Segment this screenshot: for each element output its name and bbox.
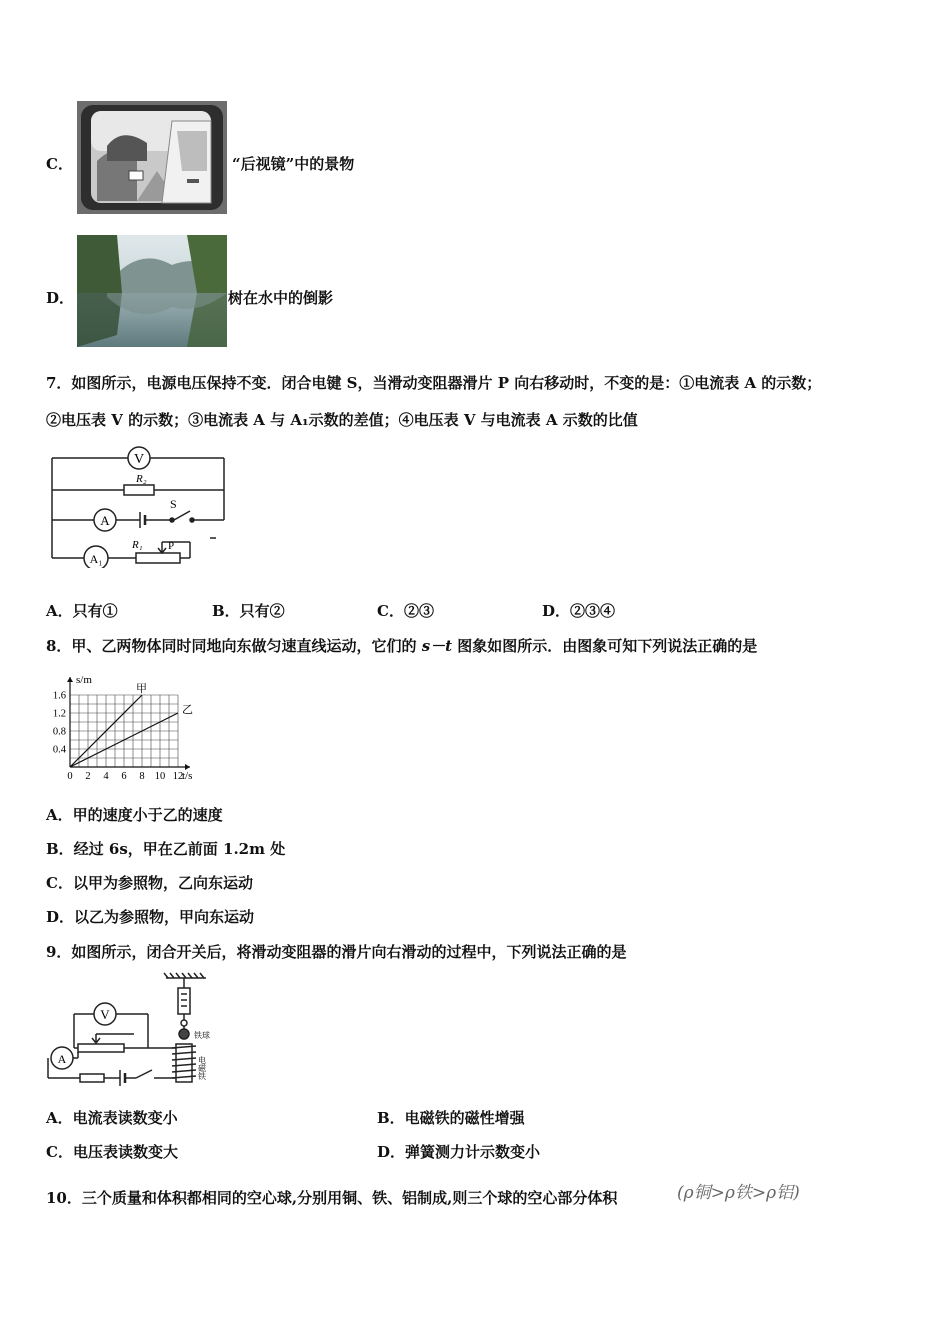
q7-stem-line2: ②电压表 V 的示数；③电流表 A 与 A₁示数的差值；④电压表 V 与电流表 A 示数的比值 bbox=[46, 411, 638, 429]
x-tick-label: 10 bbox=[154, 771, 166, 782]
y-tick-label: 0.4 bbox=[52, 744, 66, 756]
x-tick-label: 12 bbox=[172, 771, 184, 782]
q9-option-a: A．电流表读数变小 bbox=[46, 1109, 178, 1127]
option-d-text: 树在水中的倒影 bbox=[228, 289, 334, 307]
q7-ammeter-label: A bbox=[100, 513, 110, 528]
q7-option-a: A．只有① bbox=[46, 602, 118, 620]
q7-option-b: B．只有② bbox=[212, 602, 285, 620]
q10-stem: 10．三个质量和体积都相同的空心球,分别用铜、铁、铝制成,则三个球的空心部分体积 bbox=[46, 1189, 618, 1207]
q9-ammeter-label: A bbox=[57, 1052, 67, 1066]
q7-option-c: C．②③ bbox=[377, 602, 434, 620]
series-label-yi: 乙 bbox=[182, 704, 193, 716]
q8-option-c: C．以甲为参照物，乙向东运动 bbox=[46, 874, 253, 892]
q10-density-formula: (ρ铜>ρ铁>ρ铝) bbox=[677, 1183, 800, 1203]
y-axis-label: s/m bbox=[76, 674, 92, 686]
y-tick-label: 1.2 bbox=[52, 708, 66, 720]
x-tick-label: 8 bbox=[139, 771, 145, 782]
q7-option-d: D．②③④ bbox=[542, 602, 616, 620]
series-label-jia: 甲 bbox=[136, 683, 147, 695]
x-tick-label: 6 bbox=[121, 771, 127, 782]
q7-slider-label: P bbox=[168, 540, 175, 552]
q8-stem-pre: 8．甲、乙两物体同时同地向东做匀速直线运动，它们的 bbox=[46, 637, 417, 655]
q7-circuit-diagram bbox=[44, 438, 234, 568]
q7-ammeter1-label: A₁ bbox=[89, 552, 103, 566]
x-axis-label: t/s bbox=[182, 770, 193, 782]
q8-stem bbox=[46, 635, 757, 656]
q7-switch-label: S bbox=[170, 497, 177, 511]
q7-voltmeter-label: V bbox=[133, 452, 145, 467]
q8-stem-post: 图象如图所示．由图象可知下列说法正确的是 bbox=[457, 637, 758, 655]
option-c-letter: C． bbox=[46, 155, 73, 173]
q9-option-b: B．电磁铁的磁性增强 bbox=[377, 1109, 525, 1127]
q8-option-b: B．经过 6s，甲在乙前面 1.2m 处 bbox=[46, 840, 286, 858]
rearview-mirror-photo bbox=[77, 101, 227, 214]
q9-electromagnet-diagram bbox=[44, 970, 244, 1088]
q8-stem-var: s－t bbox=[421, 637, 453, 655]
q9-voltmeter-label: V bbox=[100, 1007, 110, 1022]
x-tick-label: 2 bbox=[85, 771, 91, 782]
q7-r2-label: R₂ bbox=[136, 473, 147, 485]
x-tick-label: 0 bbox=[67, 771, 73, 782]
q9-stem: 9．如图所示，闭合开关后，将滑动变阻器的滑片向右滑动的过程中，下列说法正确的是 bbox=[46, 943, 627, 961]
x-tick-label: 4 bbox=[103, 771, 109, 782]
q9-option-d: D．弹簧测力计示数变小 bbox=[377, 1143, 541, 1161]
q9-ball-label: 铁球 bbox=[194, 1031, 210, 1040]
q8-option-a: A．甲的速度小于乙的速度 bbox=[46, 806, 223, 824]
q7-stem-line1: 7．如图所示，电源电压保持不变．闭合电键 S，当滑动变阻器滑片 P 向右移动时，不变的是：①电流表 A 的示数； bbox=[46, 374, 822, 392]
option-d-letter: D． bbox=[46, 289, 75, 307]
q9-magnet-label: 电磁铁 bbox=[197, 1056, 207, 1080]
tree-reflection-photo bbox=[77, 235, 227, 347]
st-graph bbox=[46, 666, 221, 786]
y-tick-label: 1.6 bbox=[52, 690, 66, 702]
q8-option-d: D．以乙为参照物，甲向东运动 bbox=[46, 908, 255, 926]
q9-option-c: C．电压表读数变大 bbox=[46, 1143, 178, 1161]
option-c-text: “后视镜”中的景物 bbox=[232, 155, 355, 173]
q7-r1-label: R₁ bbox=[132, 539, 143, 551]
y-tick-label: 0.8 bbox=[52, 726, 66, 738]
y-axis-arrow bbox=[67, 677, 73, 682]
